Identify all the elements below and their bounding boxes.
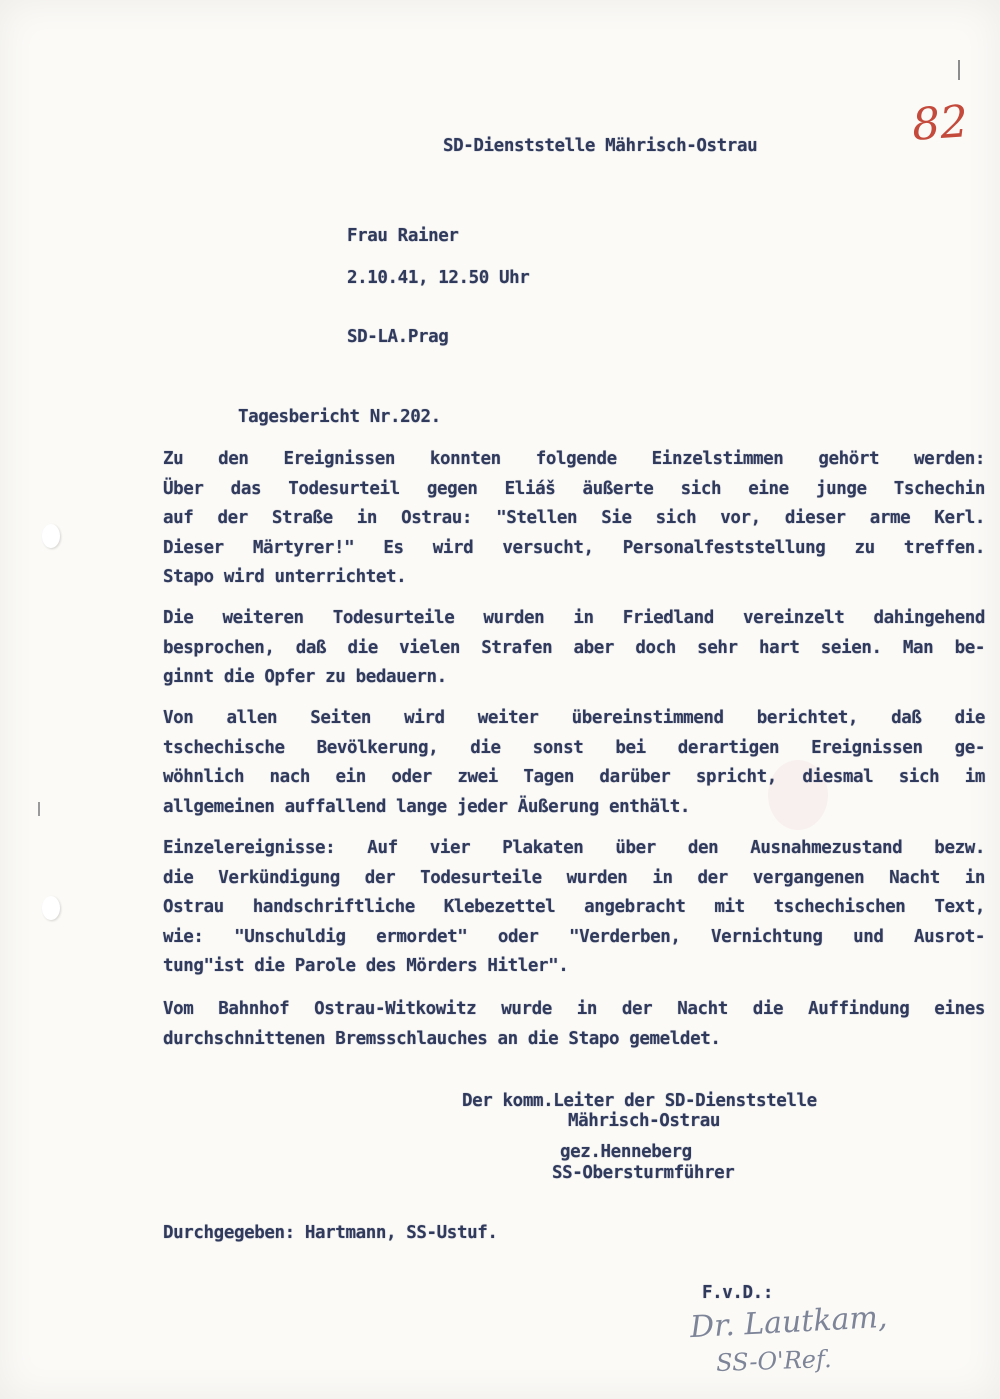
paragraph-line: Einzelereignisse: Auf vier Plakaten über den Ausnahmezustand bezw. <box>163 838 985 858</box>
paragraph-line: wöhnlich nach ein oder zwei Tagen darüber spricht, diesmal sich im <box>163 767 985 787</box>
punch-hole-upper <box>42 524 60 548</box>
punch-hole-lower <box>42 896 60 920</box>
forwarded-by: Durchgegeben: Hartmann, SS-Ustuf. <box>163 1223 498 1243</box>
addressee: SD-LA.Prag <box>347 327 449 347</box>
page-mark-right <box>958 60 960 80</box>
recipient-name: Frau Rainer <box>347 226 459 246</box>
signature-name: gez.Henneberg <box>560 1142 692 1162</box>
handwritten-rank: SS-O'Ref. <box>715 1344 833 1378</box>
handwritten-signature: Dr. Lautkam, <box>689 1299 889 1346</box>
report-title: Tagesbericht Nr.202. <box>238 407 441 427</box>
signature-office: Mährisch-Ostrau <box>568 1111 721 1131</box>
paragraph-3 <box>163 704 985 822</box>
paragraph-line: durchschnittenen Bremsschlauches an die Stapo gemeldet. <box>163 1028 721 1049</box>
paragraph-line: allgemeinen auffallend lange jeder Äußerung enthält. <box>163 796 691 817</box>
paragraph-line: auf der Straße in Ostrau: "Stellen Sie sich vor, dieser arme Kerl. <box>163 508 985 528</box>
page-number: 82 <box>910 96 970 151</box>
fvd-label: F.v.D.: <box>702 1283 773 1303</box>
paragraph-line: die Verkündigung der Todesurteile wurden in der vergangenen Nacht in <box>163 867 985 888</box>
paragraph-line: Dieser Märtyrer!" Es wird versucht, Personalfeststellung zu treffen. <box>163 537 985 558</box>
paragraph-line: Vom Bahnhof Ostrau-Witkowitz wurde in der Nacht die Auffindung eines <box>163 999 985 1019</box>
paragraph-4 <box>163 834 985 982</box>
paragraph-line: Zu den Ereignissen konnten folgende Einzelstimmen gehört werden: <box>163 449 985 469</box>
paragraph-line: tung"ist die Parole des Mörders Hitler". <box>163 956 569 976</box>
report-datetime: 2.10.41, 12.50 Uhr <box>347 268 530 288</box>
paragraph-line: Ostrau handschriftliche Klebezettel angebracht mit tschechischen Text, <box>163 897 985 917</box>
paragraph-2 <box>163 604 985 693</box>
paragraph-line: Über das Todesurteil gegen Eliáš äußerte sich eine junge Tschechin <box>163 478 985 499</box>
signature-title: Der komm.Leiter der SD-Dienststelle <box>462 1091 817 1111</box>
page-mark-left <box>38 802 40 816</box>
paragraph-line: Von allen Seiten wird weiter übereinstimmend berichtet, daß die <box>163 708 985 728</box>
paragraph-line: ginnt die Opfer zu bedauern. <box>163 667 447 687</box>
paragraph-line: wie: "Unschuldig ermordet" oder "Verderben, Vernichtung und Ausrot- <box>163 926 985 947</box>
paragraph-line: tschechische Bevölkerung, die sonst bei derartigen Ereignissen ge- <box>163 737 985 758</box>
paragraph-line: besprochen, daß die vielen Strafen aber doch sehr hart seien. Man be- <box>163 637 985 658</box>
paragraph-5 <box>163 995 985 1054</box>
paragraph-line: Die weiteren Todesurteile wurden in Friedland vereinzelt dahingehend <box>163 608 985 628</box>
office-heading: SD-Dienststelle Mährisch-Ostrau <box>443 136 758 156</box>
signature-rank: SS-Obersturmführer <box>552 1163 735 1183</box>
paragraph-1 <box>163 445 985 593</box>
paragraph-line: Stapo wird unterrichtet. <box>163 567 407 587</box>
